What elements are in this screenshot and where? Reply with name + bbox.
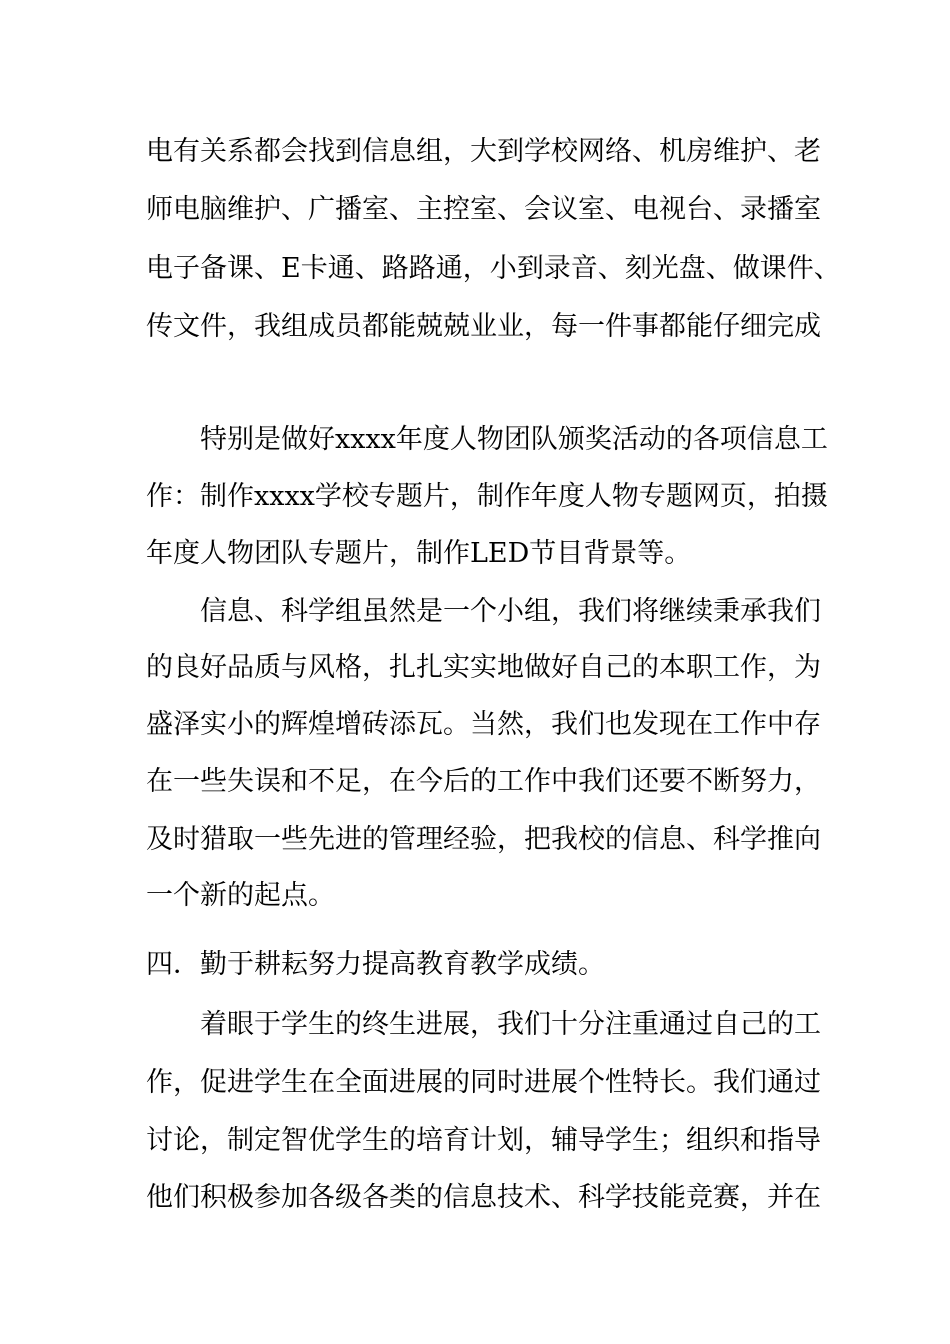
section-heading: 四．勤于耕耘努力提高教育教学成绩。 [146, 949, 605, 980]
text-line: 电子备课、E卡通、路路通，小到录音、刻光盘、做课件、 [146, 253, 841, 284]
text-line: 一个新的起点。 [146, 880, 335, 911]
text-line: 传文件，我组成员都能兢兢业业，每一件事都能仔细完成 [146, 311, 821, 342]
text-line: 在一些失误和不足，在今后的工作中我们还要不断努力， [146, 766, 821, 797]
text-line: 作：制作xxxx学校专题片，制作年度人物专题网页，拍摄 [146, 481, 828, 512]
text-line: 着眼于学生的终生进展，我们十分注重通过自己的工 [200, 1009, 821, 1040]
text-line: 的良好品质与风格，扎扎实实地做好自己的本职工作，为 [146, 652, 821, 683]
text-line: 讨论，制定智优学生的培育计划，辅导学生；组织和指导 [146, 1125, 821, 1156]
text-line: 作，促进学生在全面进展的同时进展个性特长。我们通过 [146, 1067, 821, 1098]
text-line: 年度人物团队专题片，制作LED节目背景等。 [146, 538, 692, 569]
text-line: 特别是做好xxxx年度人物团队颁奖活动的各项信息工 [200, 424, 828, 455]
text-line: 师电脑维护、广播室、主控室、会议室、电视台、录播室 [146, 194, 821, 225]
text-line: 及时猎取一些先进的管理经验，把我校的信息、科学推向 [146, 824, 821, 855]
text-line: 信息、科学组虽然是一个小组，我们将继续秉承我们 [200, 596, 821, 627]
text-line: 他们积极参加各级各类的信息技术、科学技能竞赛，并在 [146, 1182, 821, 1213]
text-line: 盛泽实小的辉煌增砖添瓦。当然，我们也发现在工作中存 [146, 709, 821, 740]
text-line: 电有关系都会找到信息组，大到学校网络、机房维护、老 [146, 136, 821, 167]
